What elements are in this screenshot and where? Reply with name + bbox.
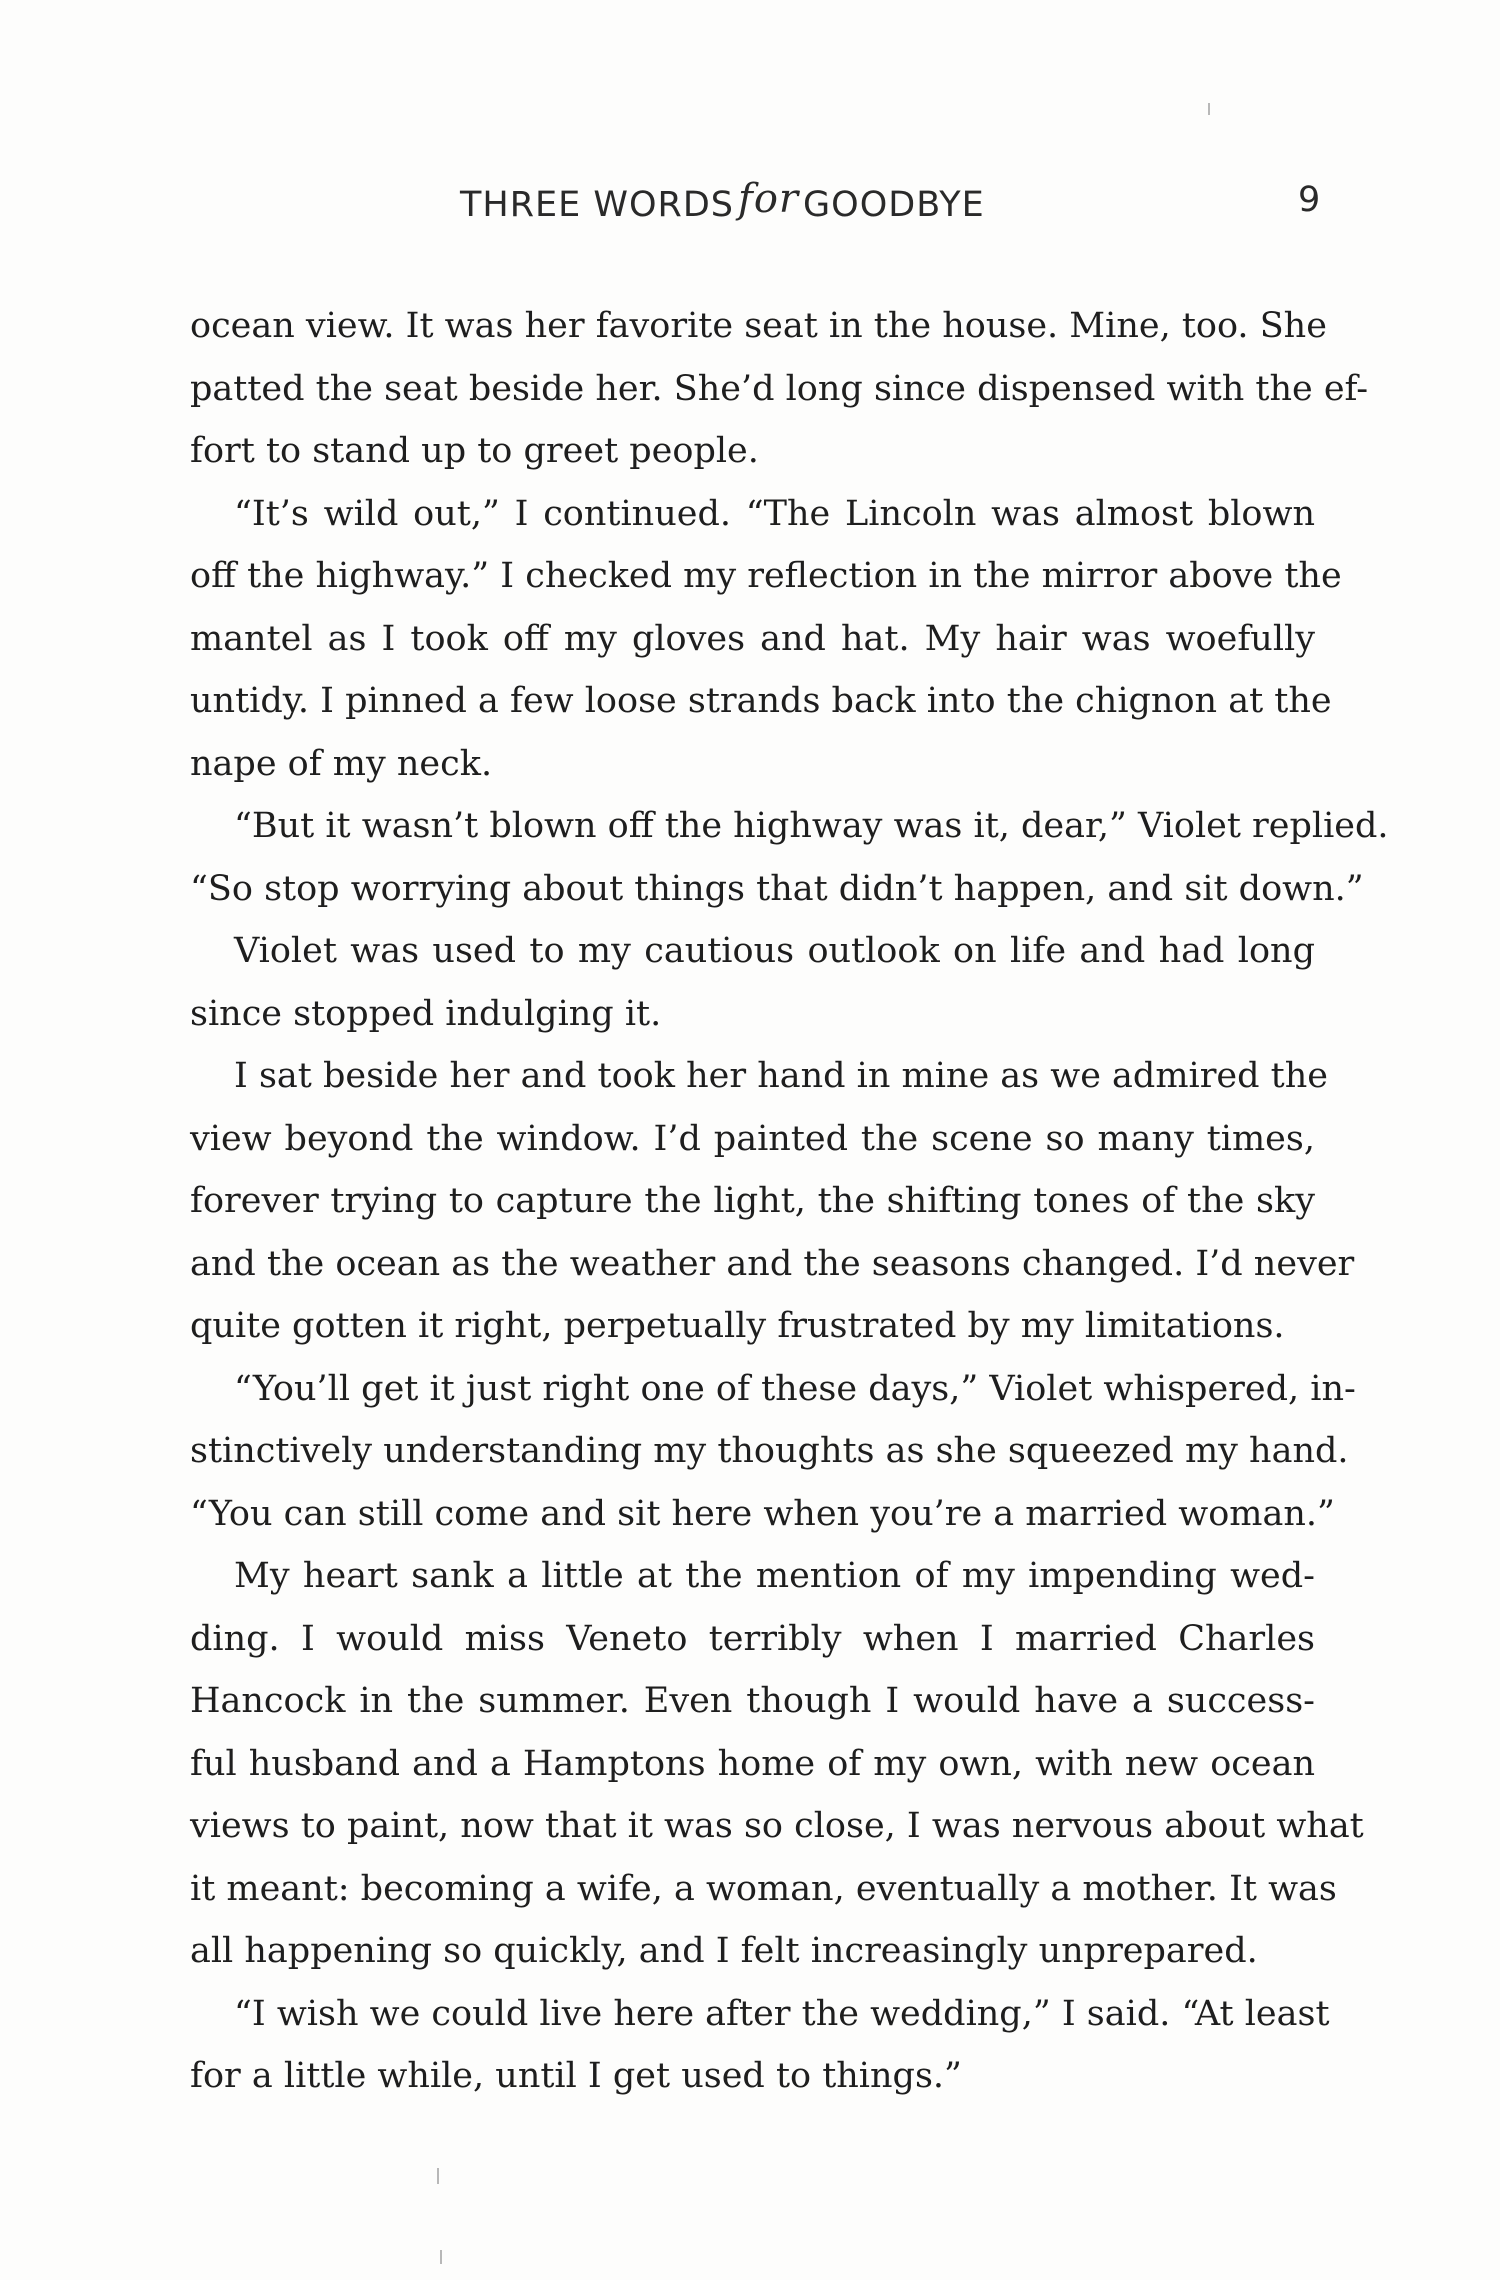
body-text — [190, 295, 1389, 2108]
text-line: and the ocean as the weather and the seasons changed. I’d never — [190, 1243, 1355, 1284]
text-line: Violet was used to my cautious outlook on life and had long — [234, 931, 1315, 971]
title-script-word: for — [738, 176, 800, 222]
text-line: stinctively understanding my thoughts as she squeezed my hand. — [190, 1431, 1349, 1471]
text-line: mantel as I took off my gloves and hat. My hair was woefully — [190, 618, 1315, 659]
text-line: off the highway.” I checked my reflection in the mirror above the — [190, 556, 1342, 596]
text-line: ding. I would miss Veneto terribly when I married Charles — [190, 1618, 1315, 1659]
text-line: “But it wasn’t blown off the highway was it, dear,” Violet replied. — [234, 806, 1389, 846]
title-left: THREE WORDS — [460, 185, 735, 225]
text-line: quite gotten it right, perpetually frustrated by my limitations. — [190, 1306, 1285, 1346]
text-line: views to paint, now that it was so close, I was nervous about what — [190, 1806, 1364, 1846]
scan-speck — [440, 2250, 442, 2264]
text-line: I sat beside her and took her hand in mine as we admired the — [234, 1056, 1328, 1096]
text-line: My heart sank a little at the mention of my impending wed- — [234, 1556, 1315, 1596]
running-head — [0, 168, 1500, 248]
text-line: view beyond the window. I’d painted the scene so many times, — [190, 1118, 1315, 1159]
title-right: GOODBYE — [803, 185, 985, 225]
page-number: 9 — [1298, 180, 1321, 220]
text-line: “So stop worrying about things that didn’t happen, and sit down.” — [190, 868, 1364, 909]
text-line: “You’ll get it just right one of these days,” Violet whispered, in- — [234, 1368, 1356, 1409]
text-line: fort to stand up to greet people. — [190, 431, 759, 471]
text-line: since stopped indulging it. — [190, 993, 662, 1034]
text-line: “You can still come and sit here when you’re a married woman.” — [190, 1493, 1335, 1534]
text-line: Hancock in the summer. Even though I would have a success- — [190, 1681, 1315, 1721]
text-line: forever trying to capture the light, the shifting tones of the sky — [190, 1181, 1315, 1221]
book-title — [460, 176, 985, 226]
text-line: all happening so quickly, and I felt increasingly unprepared. — [190, 1931, 1258, 1971]
text-line: “I wish we could live here after the wedding,” I said. “At least — [234, 1993, 1330, 2034]
scan-speck — [437, 2168, 439, 2184]
text-line: it meant: becoming a wife, a woman, eventually a mother. It was — [190, 1868, 1337, 1909]
text-line: “It’s wild out,” I continued. “The Lincoln was almost blown — [234, 493, 1315, 534]
scan-speck — [1208, 103, 1210, 115]
text-line: ful husband and a Hamptons home of my own, with new ocean — [190, 1743, 1315, 1784]
text-line: untidy. I pinned a few loose strands back into the chignon at the — [190, 681, 1332, 721]
text-line: patted the seat beside her. She’d long since dispensed with the ef- — [190, 368, 1369, 409]
text-line: nape of my neck. — [190, 743, 493, 784]
text-line: ocean view. It was her favorite seat in the house. Mine, too. She — [190, 306, 1327, 346]
text-line: for a little while, until I get used to things.” — [190, 2056, 962, 2096]
